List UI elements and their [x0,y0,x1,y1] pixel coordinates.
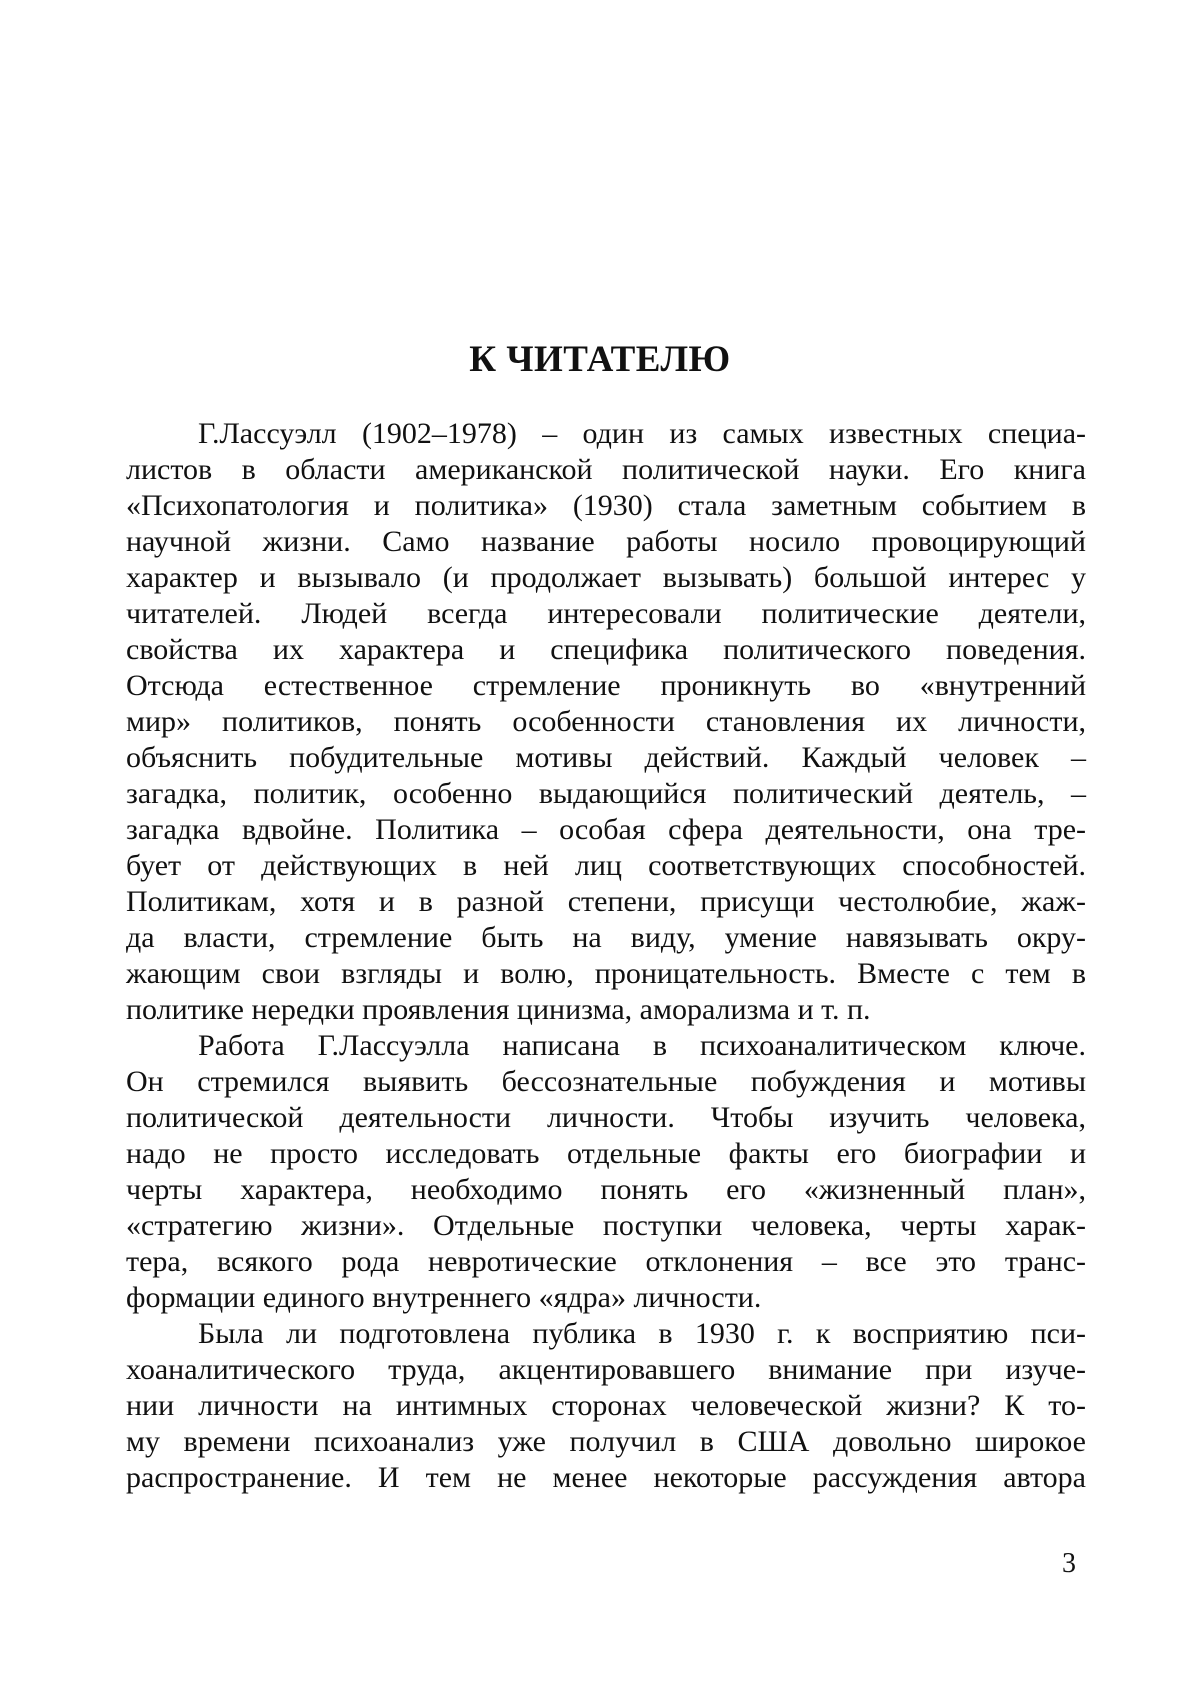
text-line: объяснить побудительные мотивы действий. Каждый человек – [126,740,1086,776]
text-line: му времени психоанализ уже получил в США довольно широкое [126,1424,1086,1460]
text-line: нии личности на интимных сторонах человеческой жизни? К то- [126,1388,1086,1424]
text-line: да власти, стремление быть на виду, умение навязывать окру- [126,920,1086,956]
text-line: жающим свои взгляды и волю, проницательность. Вместе с тем в [126,956,1086,992]
body-text [126,416,1086,1496]
text-line: научной жизни. Само название работы носило провоцирующий [126,524,1086,560]
text-line: формации единого внутреннего «ядра» личности. [126,1280,1086,1316]
text-line: характер и вызывало (и продолжает вызывать) большой интерес у [126,560,1086,596]
text-line: мир» политиков, понять особенности становления их личности, [126,704,1086,740]
text-line: Он стремился выявить бессознательные побуждения и мотивы [126,1064,1086,1100]
text-line: политической деятельности личности. Чтобы изучить человека, [126,1100,1086,1136]
text-line: читателей. Людей всегда интересовали политические деятели, [126,596,1086,632]
text-line: загадка вдвойне. Политика – особая сфера деятельности, она тре- [126,812,1086,848]
text-line: Г.Лассуэлл (1902–1978) – один из самых известных специа- [126,416,1086,452]
text-line: политике нередки проявления цинизма, аморализма и т. п. [126,992,1086,1028]
text-line: Работа Г.Лассуэлла написана в психоаналитическом ключе. [126,1028,1086,1064]
text-line: Была ли подготовлена публика в 1930 г. к восприятию пси- [126,1316,1086,1352]
text-line: надо не просто исследовать отдельные факты его биографии и [126,1136,1086,1172]
text-line: черты характера, необходимо понять его «жизненный план», [126,1172,1086,1208]
text-line: листов в области американской политической науки. Его книга [126,452,1086,488]
text-line: Отсюда естественное стремление проникнуть во «внутренний [126,668,1086,704]
page-number: 3 [1062,1548,1076,1580]
page-title: К ЧИТАТЕЛЮ [0,338,1200,381]
text-line: тера, всякого рода невротические отклонения – все это транс- [126,1244,1086,1280]
text-line: свойства их характера и специфика политического поведения. [126,632,1086,668]
text-line: хоаналитического труда, акцентировавшего внимание при изуче- [126,1352,1086,1388]
document-page [0,0,1200,1700]
text-line: загадка, политик, особенно выдающийся политический деятель, – [126,776,1086,812]
text-line: распространение. И тем не менее некоторые рассуждения автора [126,1460,1086,1496]
text-line: Политикам, хотя и в разной степени, присущи честолюбие, жаж- [126,884,1086,920]
text-line: «Психопатология и политика» (1930) стала заметным событием в [126,488,1086,524]
text-line: бует от действующих в ней лиц соответствующих способностей. [126,848,1086,884]
text-line: «стратегию жизни». Отдельные поступки человека, черты харак- [126,1208,1086,1244]
